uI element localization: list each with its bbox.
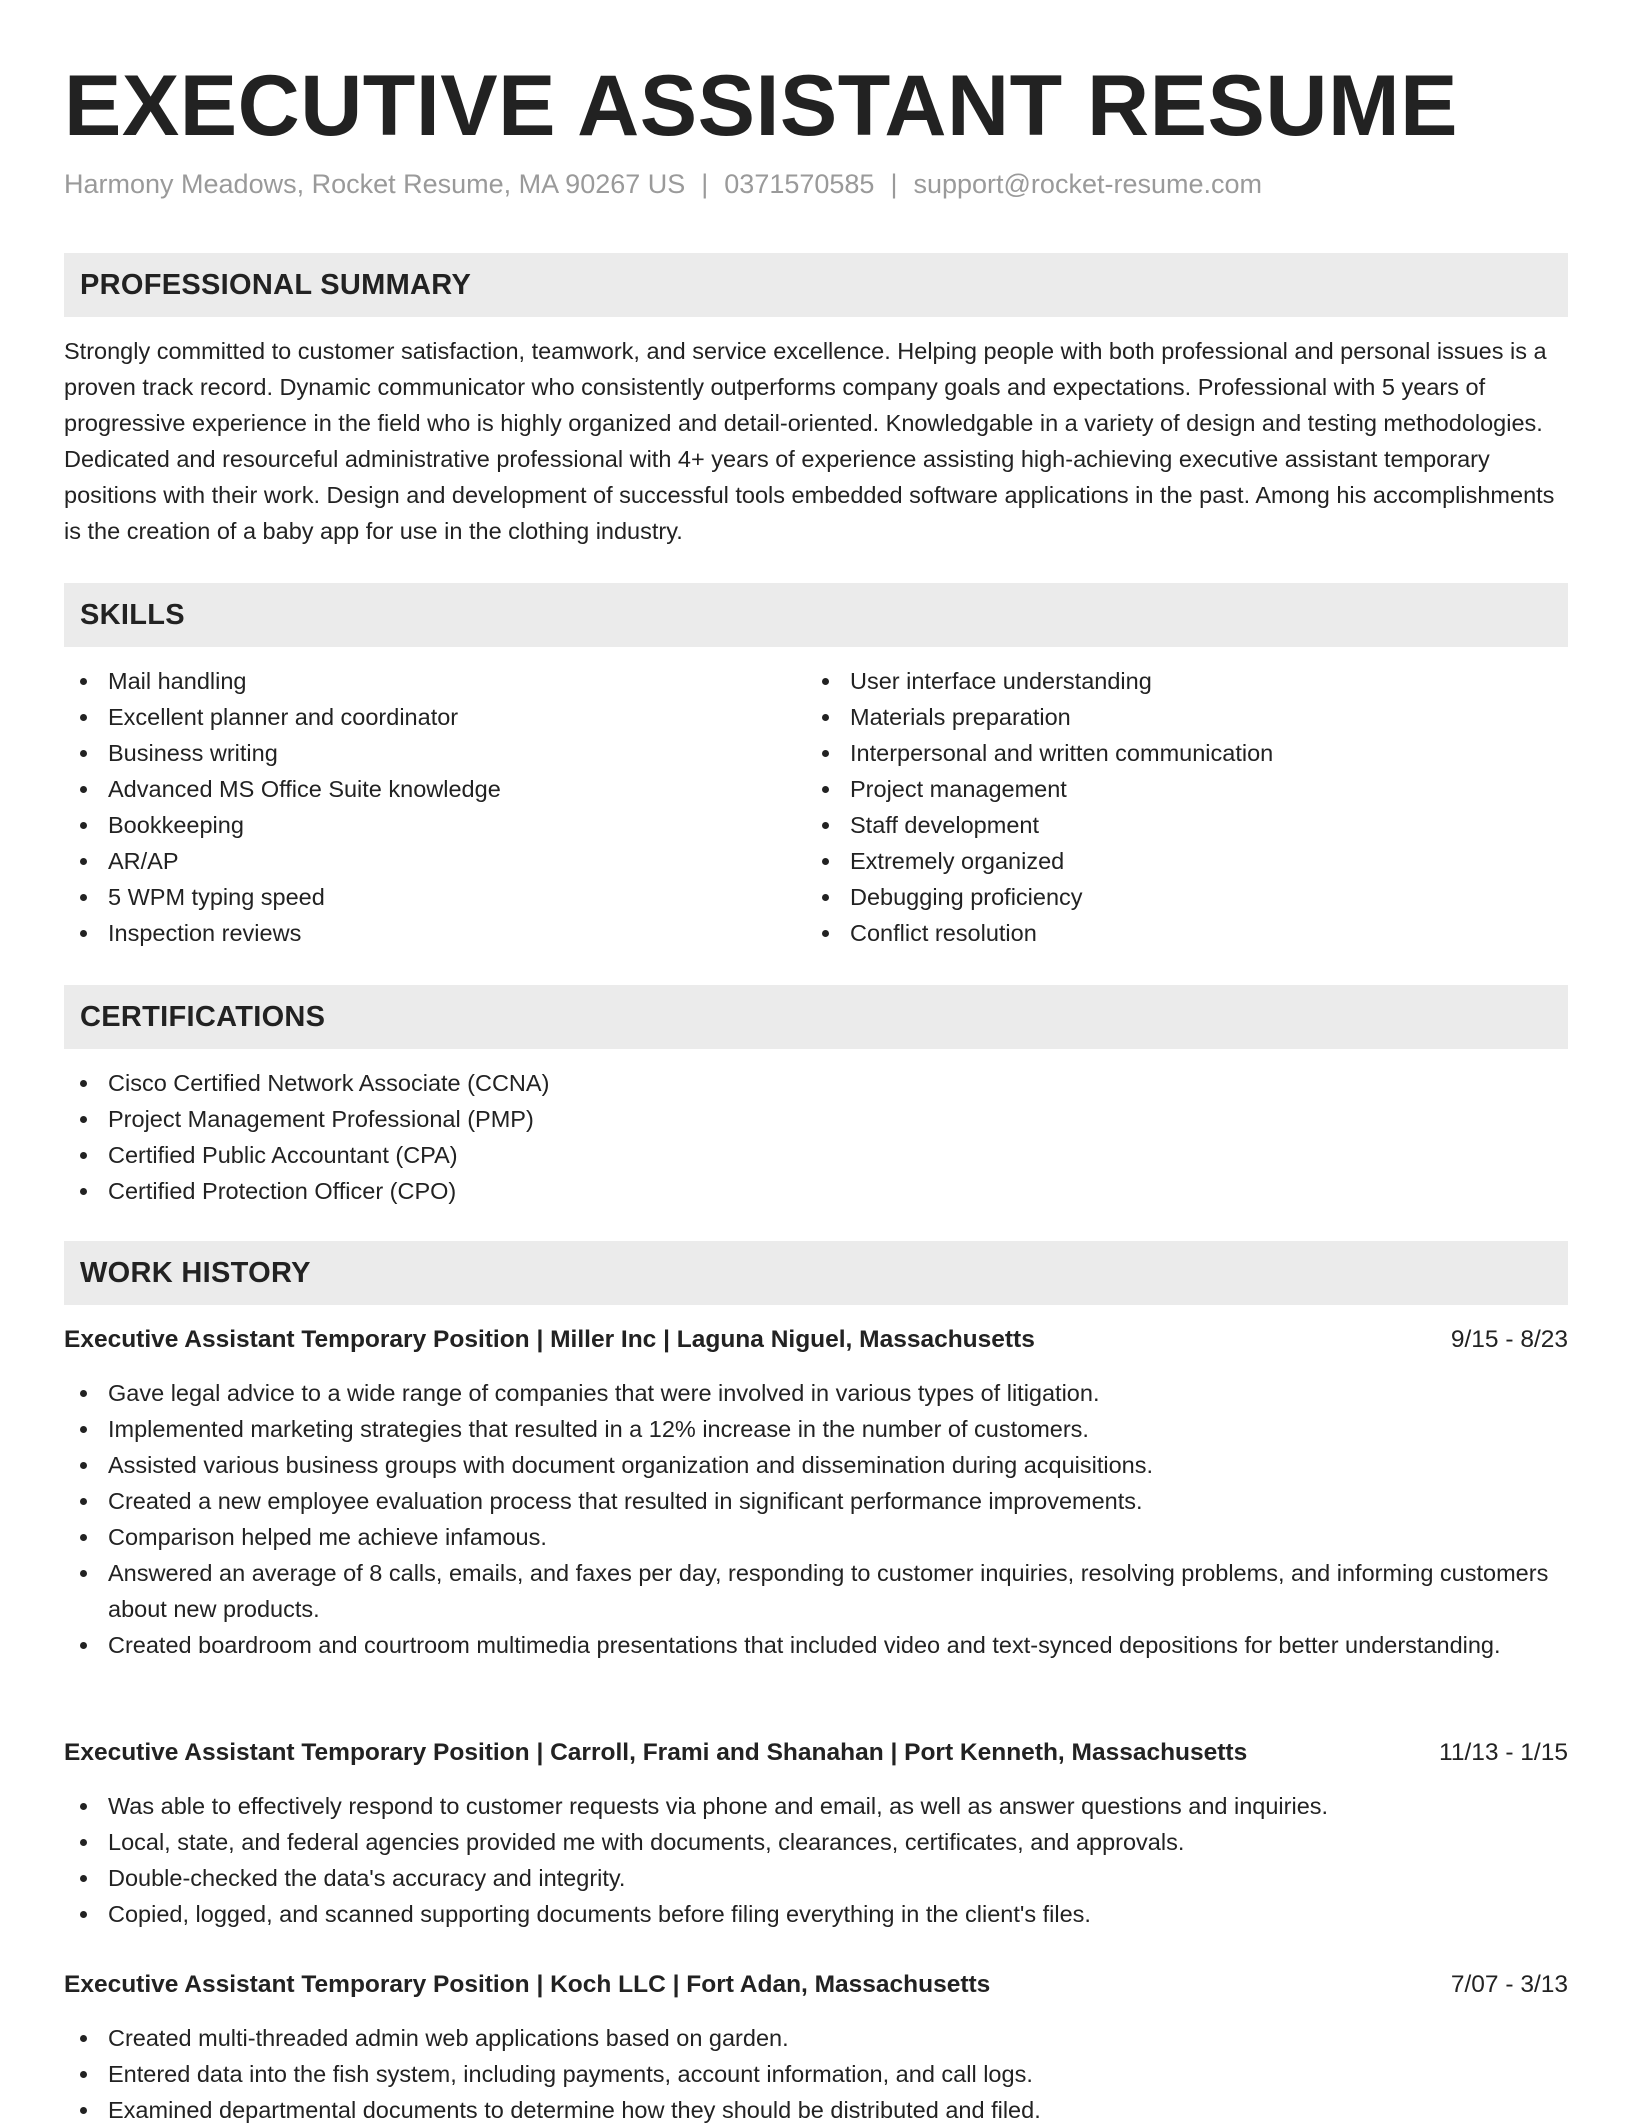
- list-item: Interpersonal and written communication: [806, 735, 1566, 771]
- list-item: Debugging proficiency: [806, 879, 1566, 915]
- job-bullets: [64, 1788, 1568, 1932]
- list-item: AR/AP: [64, 843, 804, 879]
- list-item: Comparison helped me achieve infamous.: [64, 1519, 1568, 1555]
- page-title: EXECUTIVE ASSISTANT RESUME: [64, 58, 1458, 154]
- list-item: Extremely organized: [806, 843, 1566, 879]
- section-heading-certifications: CERTIFICATIONS: [80, 1000, 326, 1033]
- list-item: Copied, logged, and scanned supporting documents before filing everything in the client's files.: [64, 1896, 1568, 1932]
- contact-separator: |: [701, 169, 709, 199]
- job-title: Executive Assistant Temporary Position | Carroll, Frami and Shanahan | Port Kenneth, Massachusetts: [64, 1739, 1248, 1766]
- contact-address: Harmony Meadows, Rocket Resume, MA 90267 US: [64, 169, 686, 199]
- list-item: Created a new employee evaluation process that resulted in significant performance improvements.: [64, 1483, 1568, 1519]
- job-dates: 9/15 - 8/23: [1450, 1326, 1568, 1353]
- list-item: Cisco Certified Network Associate (CCNA): [64, 1065, 1568, 1101]
- summary-text: Strongly committed to customer satisfaction, teamwork, and service excellence. Helping people with both professional and personal issues is a proven track record. Dynamic communicator who consistently outperforms company goals and expectations. Professional with 5 years of progressive experience in the field who is highly organized and detail-oriented. Knowledgable in a variety of design and testing methodologies. Dedicated and resourceful administrative professional with 4+ years of experience assisting high-achieving executive assistant temporary positions with their work. Design and development of successful tools embedded software applications in the past. Among his accomplishments is the creation of a baby app for use in the clothing industry.: [64, 338, 1555, 544]
- job-header: [64, 1735, 1568, 1771]
- list-item: Local, state, and federal agencies provided me with documents, clearances, certificates, and approvals.: [64, 1824, 1568, 1860]
- list-item: Business writing: [64, 735, 804, 771]
- list-item: Created multi-threaded admin web applications based on garden.: [64, 2020, 1568, 2056]
- job-title: Executive Assistant Temporary Position | Miller Inc | Laguna Niguel, Massachusetts: [64, 1326, 1035, 1353]
- list-item: Entered data into the fish system, including payments, account information, and call logs.: [64, 2056, 1568, 2092]
- job-title: Executive Assistant Temporary Position | Koch LLC | Fort Adan, Massachusetts: [64, 1971, 991, 1998]
- section-header-work-history: [64, 1241, 1568, 1305]
- list-item: Conflict resolution: [806, 915, 1566, 951]
- section-heading-work-history: WORK HISTORY: [80, 1256, 311, 1289]
- list-item: Staff development: [806, 807, 1566, 843]
- job-bullets: [64, 1375, 1568, 1663]
- job-dates: 11/13 - 1/15: [1439, 1739, 1568, 1766]
- contact-separator: |: [890, 169, 898, 199]
- list-item: User interface understanding: [806, 663, 1566, 699]
- skills-list-left: [64, 663, 804, 951]
- list-item: Materials preparation: [806, 699, 1566, 735]
- list-item: Inspection reviews: [64, 915, 804, 951]
- section-heading-skills: SKILLS: [80, 598, 185, 631]
- list-item: Examined departmental documents to determine how they should be distributed and filed.: [64, 2092, 1568, 2128]
- contact-phone: 0371570585: [724, 169, 875, 199]
- certifications-list: [64, 1065, 1568, 1209]
- list-item: Project Management Professional (PMP): [64, 1101, 1568, 1137]
- list-item: Certified Protection Officer (CPO): [64, 1173, 1568, 1209]
- list-item: Created boardroom and courtroom multimedia presentations that included video and text-synced depositions for better understanding.: [64, 1627, 1568, 1663]
- job-header: [64, 1967, 1568, 2003]
- list-item: Gave legal advice to a wide range of companies that were involved in various types of litigation.: [64, 1375, 1568, 1411]
- section-heading-summary: PROFESSIONAL SUMMARY: [80, 268, 472, 301]
- list-item: Double-checked the data's accuracy and integrity.: [64, 1860, 1568, 1896]
- list-item: Certified Public Accountant (CPA): [64, 1137, 1568, 1173]
- contact-email: support@rocket-resume.com: [913, 169, 1262, 199]
- list-item: Excellent planner and coordinator: [64, 699, 804, 735]
- list-item: Advanced MS Office Suite knowledge: [64, 771, 804, 807]
- list-item: Was able to effectively respond to customer requests via phone and email, as well as answer questions and inquiries.: [64, 1788, 1568, 1824]
- job-dates: 7/07 - 3/13: [1450, 1971, 1568, 1998]
- list-item: Bookkeeping: [64, 807, 804, 843]
- contact-line: [64, 168, 1262, 200]
- list-item: Project management: [806, 771, 1566, 807]
- section-header-certifications: [64, 985, 1568, 1049]
- list-item: Mail handling: [64, 663, 804, 699]
- section-header-summary: [64, 253, 1568, 317]
- job-header: [64, 1322, 1568, 1358]
- section-header-skills: [64, 583, 1568, 647]
- list-item: 5 WPM typing speed: [64, 879, 804, 915]
- list-item: Implemented marketing strategies that resulted in a 12% increase in the number of customers.: [64, 1411, 1568, 1447]
- list-item: Assisted various business groups with document organization and dissemination during acquisitions.: [64, 1447, 1568, 1483]
- skills-list-right: [806, 663, 1566, 951]
- list-item: Answered an average of 8 calls, emails, and faxes per day, responding to customer inquiries, resolving problems, and informing customers about new products.: [64, 1555, 1568, 1627]
